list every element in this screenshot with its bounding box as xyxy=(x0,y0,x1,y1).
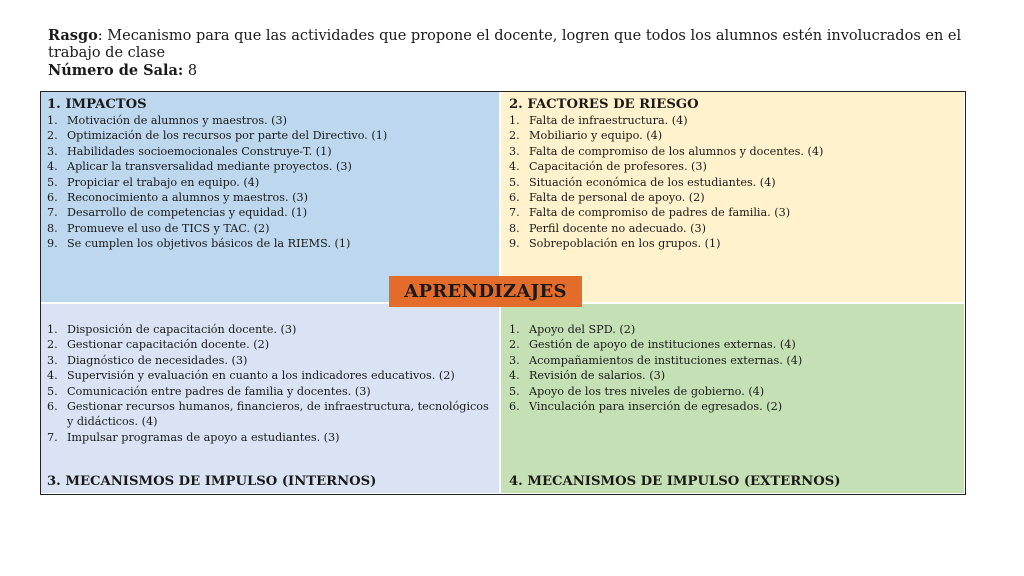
quadrant-factores-riesgo xyxy=(499,92,964,302)
mecanismos-externos-list xyxy=(509,322,958,414)
list-item-text: Perfil docente no adecuado. (3) xyxy=(529,221,706,235)
quadrant-title: 1. IMPACTOS xyxy=(47,97,147,112)
list-item-text: Aplicar la transversalidad mediante proyectos. (3) xyxy=(67,160,352,174)
list-item-text: Desarrollo de competencias y equidad. (1) xyxy=(67,206,308,220)
list-item-number: 6. xyxy=(47,400,58,414)
list-item xyxy=(509,368,958,383)
list-item-number: 2. xyxy=(509,129,520,143)
list-item-number: 8. xyxy=(509,221,520,235)
list-item-text: Impulsar programas de apoyo a estudiantes. (3) xyxy=(67,430,340,444)
quadrant-mecanismos-externos xyxy=(499,302,964,493)
list-item-number: 4. xyxy=(47,369,58,383)
list-item-text: Habilidades socioemocionales Construye-T. (1) xyxy=(67,144,332,158)
quadrant-title: 3. MECANISMOS DE IMPULSO (INTERNOS) xyxy=(47,474,377,489)
list-item-number: 6. xyxy=(509,400,520,414)
list-item-number: 3. xyxy=(509,353,520,367)
list-item xyxy=(47,113,493,128)
list-item xyxy=(47,399,493,430)
sala-label: Número de Sala: xyxy=(48,62,184,79)
list-item-number: 1. xyxy=(47,323,58,336)
quadrant-title: 2. FACTORES DE RIESGO xyxy=(509,97,699,112)
list-item-number: 2. xyxy=(509,338,520,352)
list-item xyxy=(509,322,958,337)
list-item-text: Falta de personal de apoyo. (2) xyxy=(529,191,705,205)
list-item-text: Diagnóstico de necesidades. (3) xyxy=(67,353,248,367)
list-item-text: Gestionar capacitación docente. (2) xyxy=(67,338,270,352)
slide-header xyxy=(48,27,1008,80)
list-item-text: Supervisión y evaluación en cuanto a los indicadores educativos. (2) xyxy=(67,369,455,383)
list-item-number: 7. xyxy=(47,430,58,444)
list-item-number: 1. xyxy=(47,114,58,127)
list-item-number: 3. xyxy=(47,144,58,158)
quadrant-mecanismos-internos xyxy=(41,302,499,493)
list-item-number: 8. xyxy=(47,221,58,235)
list-item-number: 9. xyxy=(47,237,58,251)
list-item xyxy=(509,399,958,414)
rasgo-label: Rasgo xyxy=(48,27,98,44)
list-item xyxy=(47,190,493,205)
list-item-text: Falta de infraestructura. (4) xyxy=(529,114,688,127)
list-item-text: Reconocimiento a alumnos y maestros. (3) xyxy=(67,191,308,205)
list-item-text: Falta de compromiso de padres de familia. (3) xyxy=(529,206,791,220)
list-item-number: 7. xyxy=(47,206,58,220)
list-item xyxy=(47,430,493,445)
list-item-text: Optimización de los recursos por parte del Directivo. (1) xyxy=(67,129,388,143)
list-item-text: Se cumplen los objetivos básicos de la RIEMS. (1) xyxy=(67,237,351,251)
list-item-text: Mobiliario y equipo. (4) xyxy=(529,129,663,143)
list-item-text: Motivación de alumnos y maestros. (3) xyxy=(67,114,288,127)
list-item-number: 6. xyxy=(47,191,58,205)
list-item-text: Revisión de salarios. (3) xyxy=(529,369,666,383)
list-item xyxy=(509,159,958,174)
list-item-number: 9. xyxy=(509,237,520,251)
mecanismos-internos-list xyxy=(47,322,493,445)
list-item-text: Vinculación para inserción de egresados. (2) xyxy=(529,400,783,414)
list-item-text: Falta de compromiso de los alumnos y docentes. (4) xyxy=(529,144,824,158)
list-item-text: Acompañamientos de instituciones externas. (4) xyxy=(529,353,803,367)
list-item xyxy=(509,190,958,205)
list-item xyxy=(47,368,493,383)
list-item xyxy=(509,175,958,190)
list-item-text: Propiciar el trabajo en equipo. (4) xyxy=(67,175,260,189)
list-item xyxy=(47,236,493,251)
list-item xyxy=(47,353,493,368)
sala-value: 8 xyxy=(183,63,198,79)
list-item-number: 1. xyxy=(509,323,520,336)
list-item-number: 4. xyxy=(47,160,58,174)
sala-line xyxy=(48,62,1008,80)
list-item-text: Promueve el uso de TICS y TAC. (2) xyxy=(67,221,270,235)
quadrant-impactos xyxy=(41,92,499,302)
impactos-list xyxy=(47,113,493,252)
list-item xyxy=(509,113,958,128)
list-item-text: Apoyo del SPD. (2) xyxy=(529,323,636,336)
list-item xyxy=(47,205,493,220)
list-item-text: Disposición de capacitación docente. (3) xyxy=(67,323,297,336)
list-item-number: 5. xyxy=(47,384,58,398)
list-item-number: 5. xyxy=(509,384,520,398)
quadrant-title: 4. MECANISMOS DE IMPULSO (EXTERNOS) xyxy=(509,474,841,489)
list-item xyxy=(509,236,958,251)
list-item-text: Gestionar recursos humanos, financieros, de infraestructura, tecnológicos y didácticos. (4) xyxy=(67,400,489,429)
list-item xyxy=(47,322,493,337)
list-item-number: 3. xyxy=(47,353,58,367)
list-item xyxy=(47,144,493,159)
list-item xyxy=(509,353,958,368)
list-item-number: 7. xyxy=(509,206,520,220)
list-item xyxy=(509,144,958,159)
list-item-text: Sobrepoblación en los grupos. (1) xyxy=(529,237,721,251)
list-item xyxy=(509,128,958,143)
list-item xyxy=(509,337,958,352)
list-item-number: 5. xyxy=(47,175,58,189)
list-item-number: 1. xyxy=(509,114,520,127)
list-item xyxy=(509,221,958,236)
list-item xyxy=(509,384,958,399)
list-item-number: 6. xyxy=(509,191,520,205)
list-item xyxy=(47,128,493,143)
list-item-text: Capacitación de profesores. (3) xyxy=(529,160,707,174)
list-item xyxy=(47,384,493,399)
list-item-text: Apoyo de los tres niveles de gobierno. (4) xyxy=(529,384,765,398)
list-item xyxy=(47,221,493,236)
list-item xyxy=(47,175,493,190)
list-item-number: 4. xyxy=(509,160,520,174)
list-item-text: Gestión de apoyo de instituciones externas. (4) xyxy=(529,338,796,352)
list-item xyxy=(47,337,493,352)
rasgo-text: : Mecanismo para que las actividades que propone el docente, logren que todos los alumnos estén involucrados en el trabajo de clase xyxy=(48,28,962,61)
list-item-text: Situación económica de los estudiantes. (4) xyxy=(529,175,776,189)
list-item xyxy=(47,159,493,174)
list-item-number: 4. xyxy=(509,369,520,383)
list-item-number: 5. xyxy=(509,175,520,189)
list-item-number: 2. xyxy=(47,338,58,352)
list-item-number: 3. xyxy=(509,144,520,158)
rasgo-line xyxy=(48,27,1008,62)
list-item xyxy=(509,205,958,220)
list-item-number: 2. xyxy=(47,129,58,143)
factores-riesgo-list xyxy=(509,113,958,252)
aprendizajes-label: APRENDIZAJES xyxy=(389,276,582,307)
list-item-text: Comunicación entre padres de familia y docentes. (3) xyxy=(67,384,371,398)
